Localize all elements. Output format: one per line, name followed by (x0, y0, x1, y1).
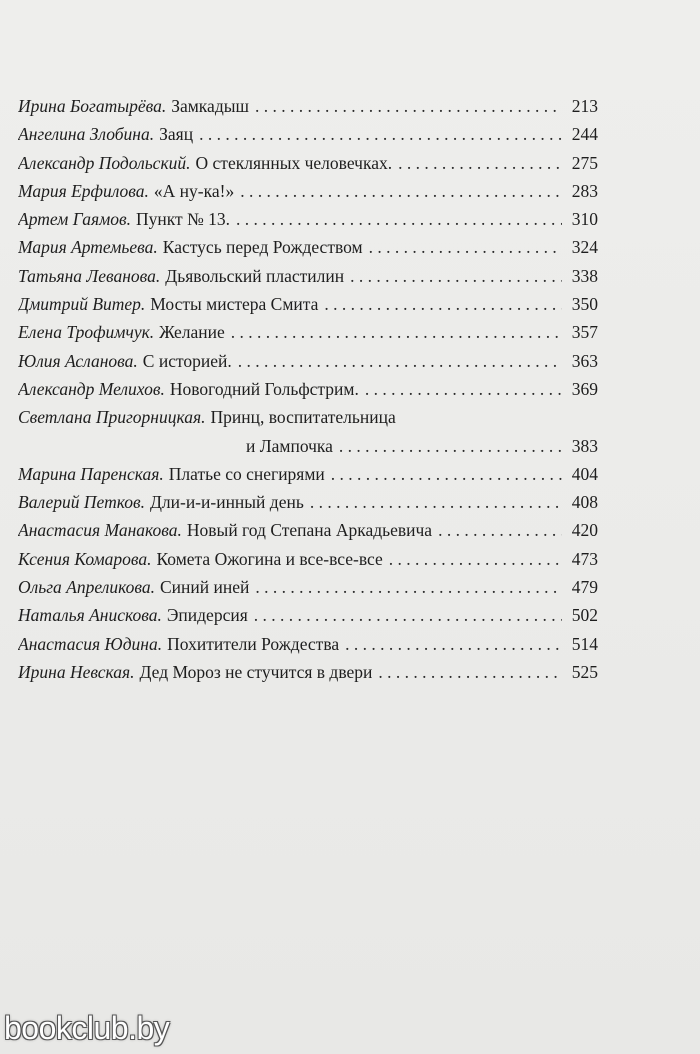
dot-leader (369, 233, 562, 261)
toc-page-number: 350 (571, 294, 598, 315)
toc-page-number: 283 (571, 180, 598, 201)
toc-entry (18, 375, 598, 403)
site-watermark: bookclub.by (4, 1010, 170, 1046)
dot-leader (378, 658, 562, 686)
toc-title: О стеклянных человечках. (195, 152, 393, 173)
toc-page-number: 408 (571, 492, 598, 513)
toc-title: С историей. (142, 350, 232, 371)
dot-leader (365, 375, 562, 403)
toc-title: Дьявольский пластилин (165, 265, 345, 286)
toc-title-continuation: и Лампочка (246, 435, 333, 456)
dot-leader (236, 205, 562, 233)
toc-entry (18, 233, 598, 261)
toc-title: Новогодний Гольфстрим. (169, 378, 359, 399)
toc-title: Похитители Рождества (167, 633, 340, 654)
toc-author: Елена Трофимчук. (18, 322, 155, 343)
toc-title: Мосты мистера Смита (150, 294, 319, 315)
toc-entry (18, 630, 598, 658)
toc-title: Платье со снегирями (168, 463, 325, 484)
dot-leader (231, 318, 562, 346)
toc-entry-continuation (18, 432, 598, 460)
toc-entry (18, 573, 598, 601)
toc-author: Дмитрий Витер. (18, 294, 146, 315)
show-through-text-top (0, 42, 700, 58)
toc-title: Пункт № 13. (136, 209, 231, 230)
dot-leader (345, 630, 562, 658)
toc-entry (18, 601, 598, 629)
toc-title: Синий иней (159, 577, 250, 598)
toc-entry (18, 205, 598, 233)
toc-title: Новый год Степана Аркадьевича (186, 520, 433, 541)
toc-page-number: 369 (571, 378, 598, 399)
toc-page-number: 473 (571, 548, 598, 569)
toc-author: Светлана Пригорницкая. (18, 407, 206, 428)
toc-title: Комета Ожогина и все-все-все (156, 548, 383, 569)
toc-entry (18, 545, 598, 573)
table-of-contents (18, 92, 598, 686)
toc-entry (18, 177, 598, 205)
toc-entry (18, 460, 598, 488)
toc-author: Валерий Петков. (18, 492, 145, 513)
toc-title: Дед Мороз не стучится в двери (139, 661, 373, 682)
toc-author: Мария Ерфилова. (18, 180, 149, 201)
toc-page-number: 479 (571, 577, 598, 598)
toc-author: Марина Паренская. (18, 463, 164, 484)
dot-leader (339, 432, 562, 460)
toc-entry (18, 318, 598, 346)
dot-leader (324, 290, 562, 318)
toc-page-number: 310 (571, 209, 598, 230)
toc-author: Ирина Невская. (18, 661, 135, 682)
toc-author: Артем Гаямов. (18, 209, 132, 230)
toc-entry (18, 516, 598, 544)
toc-author: Александр Мелихов. (18, 378, 165, 399)
toc-entry (18, 403, 598, 431)
toc-page-number: 244 (571, 124, 598, 145)
toc-title: Замкадыш (171, 96, 249, 116)
toc-page-number: 275 (571, 152, 598, 173)
toc-author: Анастасия Манакова. (18, 520, 182, 541)
toc-title: Желание (159, 322, 225, 343)
toc-author: Анастасия Юдина. (18, 633, 163, 654)
toc-author: Александр Подольский. (18, 152, 191, 173)
toc-page-number: 363 (571, 350, 598, 371)
toc-page-number: 404 (571, 463, 598, 484)
toc-page-number: 420 (571, 520, 598, 541)
toc-entry (18, 92, 598, 120)
toc-entry (18, 149, 598, 177)
toc-entry (18, 488, 598, 516)
toc-author: Наталья Анискова. (18, 605, 162, 626)
toc-page-number: 525 (571, 661, 598, 682)
toc-title: «А ну-ка!» (153, 180, 235, 201)
toc-page-number: 514 (571, 633, 598, 654)
dot-leader (310, 488, 562, 516)
toc-author: Ксения Комарова. (18, 548, 152, 569)
toc-entry (18, 120, 598, 148)
dot-leader (255, 573, 562, 601)
dot-leader (350, 262, 562, 290)
toc-title: Дли-и-и-инный день (149, 492, 304, 513)
toc-author: Ольга Апреликова. (18, 577, 155, 598)
dot-leader (389, 545, 562, 573)
toc-page-number: 502 (571, 605, 598, 626)
dot-leader (331, 460, 562, 488)
toc-entry (18, 262, 598, 290)
toc-page-number: 357 (571, 322, 598, 343)
dot-leader (255, 92, 562, 120)
toc-author: Ангелина Злобина. (18, 124, 155, 145)
toc-title: Эпидерсия (166, 605, 248, 626)
toc-title: Заяц (159, 124, 194, 145)
toc-entry (18, 290, 598, 318)
toc-page-number: 338 (571, 265, 598, 286)
toc-title: Кастусь перед Рождеством (162, 237, 363, 258)
toc-page-number: 213 (571, 96, 598, 116)
dot-leader (238, 347, 562, 375)
toc-page-number: 383 (571, 435, 598, 456)
toc-author: Ирина Богатырёва. (18, 96, 167, 116)
toc-title: Принц, воспитательница (210, 407, 396, 428)
toc-entry (18, 347, 598, 375)
dot-leader (398, 149, 562, 177)
toc-entry (18, 658, 598, 686)
toc-author: Мария Артемьева. (18, 237, 158, 258)
toc-page-number: 324 (571, 237, 598, 258)
toc-author: Юлия Асланова. (18, 350, 138, 371)
dot-leader (199, 120, 562, 148)
dot-leader (254, 601, 562, 629)
toc-author: Татьяна Леванова. (18, 265, 161, 286)
dot-leader (240, 177, 562, 205)
dot-leader (438, 516, 562, 544)
